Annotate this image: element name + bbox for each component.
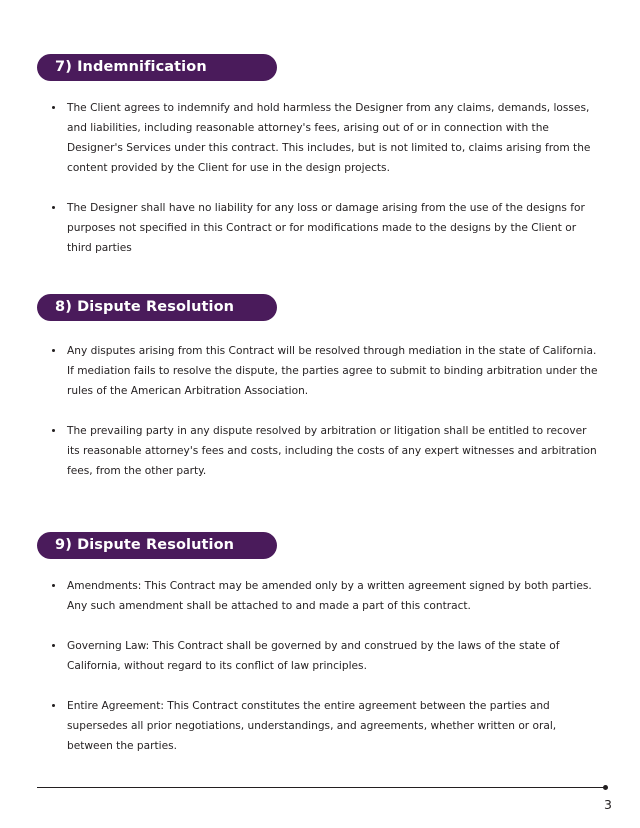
list-item: Any disputes arising from this Contract will be resolved through mediation in the state of California. If mediation fails to resolve the dispute, the parties agree to submit to binding arbitration under the rules of the American Arbitration Association.: [48, 341, 599, 401]
page-number: 3: [604, 797, 612, 812]
bullet-list: [48, 576, 599, 756]
list-item: The Client agrees to indemnify and hold harmless the Designer from any claims, demands, losses, and liabilities, including reasonable attorney's fees, arising out of or in connection with the Designer's Services under this contract. This includes, but is not limited to, claims arising from the content provided by the Client for use in the design projects.: [48, 98, 599, 178]
footer-rule-line: [37, 787, 605, 788]
list-item: The Designer shall have no liability for any loss or damage arising from the use of the designs for purposes not specified in this Contract or for modifications made to the designs by the Client or third parties: [48, 198, 599, 258]
section-body-dispute-resolution-2: [48, 576, 599, 756]
footer-divider: [37, 785, 607, 791]
section-heading-indemnification: [37, 54, 277, 81]
section-title-pill: 8) Dispute Resolution: [37, 294, 277, 321]
list-item: Amendments: This Contract may be amended only by a written agreement signed by both parties. Any such amendment shall be attached to and made a part of this contract.: [48, 576, 599, 616]
section-body-indemnification: [48, 98, 599, 258]
bullet-list: [48, 98, 599, 258]
list-item: Governing Law: This Contract shall be governed by and construed by the laws of the state of California, without regard to its conflict of law principles.: [48, 636, 599, 676]
bullet-list: [48, 341, 599, 481]
footer-end-dot-icon: [603, 785, 608, 790]
section-heading-dispute-resolution: [37, 294, 277, 321]
list-item: Entire Agreement: This Contract constitutes the entire agreement between the parties and supersedes all prior negotiations, understandings, and agreements, whether written or oral, between the parties.: [48, 696, 599, 756]
section-title-pill: 9) Dispute Resolution: [37, 532, 277, 559]
list-item: The prevailing party in any dispute resolved by arbitration or litigation shall be entitled to recover its reasonable attorney's fees and costs, including the costs of any expert witnesses and arbitration fees, from the other party.: [48, 421, 599, 481]
section-title-pill: 7) Indemnification: [37, 54, 277, 81]
section-body-dispute-resolution: [48, 341, 599, 481]
section-heading-dispute-resolution-2: [37, 532, 277, 559]
